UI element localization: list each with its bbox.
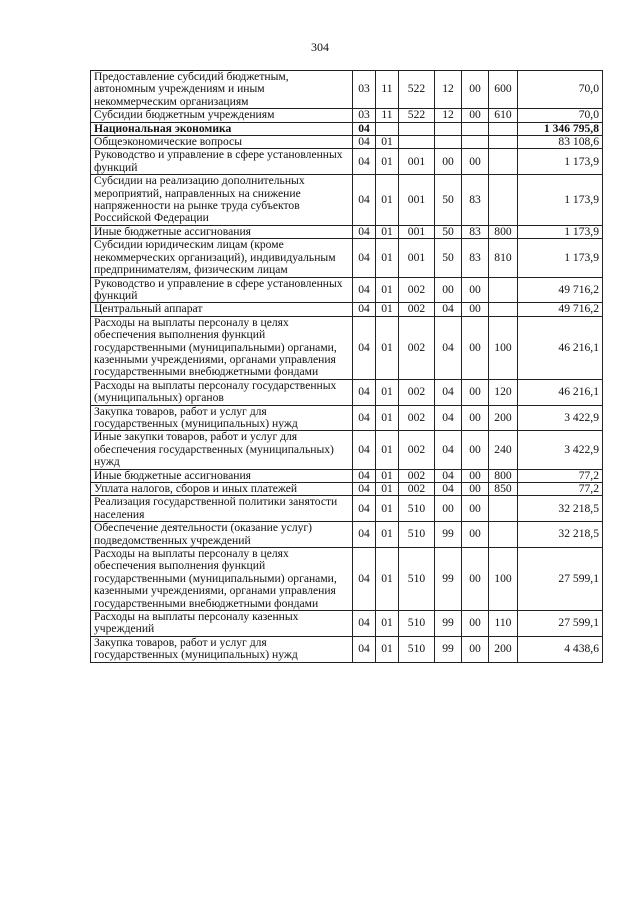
subsection-code: 01 xyxy=(376,149,399,175)
amount: 27 599,1 xyxy=(518,548,603,611)
item-code: 83 xyxy=(462,175,489,226)
table-row xyxy=(91,175,603,226)
section-code: 04 xyxy=(353,496,376,522)
amount: 1 173,9 xyxy=(518,175,603,226)
row-name: Закупка товаров, работ и услуг для государственных (муниципальных) нужд xyxy=(91,636,353,662)
subsection-code: 01 xyxy=(376,379,399,405)
amount: 77,2 xyxy=(518,469,603,482)
subprogram-code: 00 xyxy=(435,496,462,522)
section-code: 04 xyxy=(353,611,376,637)
amount: 49 716,2 xyxy=(518,303,603,316)
expense-type-code: 200 xyxy=(489,405,518,431)
table-row xyxy=(91,136,603,149)
subsection-code: 01 xyxy=(376,548,399,611)
table-row xyxy=(91,405,603,431)
item-code: 83 xyxy=(462,225,489,238)
program-code: 522 xyxy=(399,109,435,122)
item-code: 00 xyxy=(462,469,489,482)
subsection-code: 01 xyxy=(376,277,399,303)
row-name: Иные бюджетные ассигнования xyxy=(91,469,353,482)
item-code xyxy=(462,136,489,149)
subsection-code: 01 xyxy=(376,522,399,548)
subsection-code: 01 xyxy=(376,405,399,431)
amount: 46 216,1 xyxy=(518,316,603,379)
program-code: 510 xyxy=(399,636,435,662)
item-code: 83 xyxy=(462,239,489,277)
program-code: 002 xyxy=(399,379,435,405)
section-code: 04 xyxy=(353,225,376,238)
expense-type-code: 800 xyxy=(489,225,518,238)
program-code: 001 xyxy=(399,239,435,277)
subsection-code: 01 xyxy=(376,316,399,379)
item-code: 00 xyxy=(462,277,489,303)
amount: 32 218,5 xyxy=(518,522,603,548)
program-code: 510 xyxy=(399,522,435,548)
item-code: 00 xyxy=(462,405,489,431)
subsection-code xyxy=(376,122,399,135)
subprogram-code: 50 xyxy=(435,239,462,277)
row-name: Закупка товаров, работ и услуг для государственных (муниципальных) нужд xyxy=(91,405,353,431)
item-code: 00 xyxy=(462,149,489,175)
table-row xyxy=(91,316,603,379)
subprogram-code: 04 xyxy=(435,431,462,469)
program-code xyxy=(399,136,435,149)
amount: 1 346 795,8 xyxy=(518,122,603,135)
amount: 49 716,2 xyxy=(518,277,603,303)
item-code: 00 xyxy=(462,522,489,548)
program-code: 001 xyxy=(399,149,435,175)
expense-type-code: 610 xyxy=(489,109,518,122)
section-code: 04 xyxy=(353,379,376,405)
table-row xyxy=(91,611,603,637)
subprogram-code: 04 xyxy=(435,316,462,379)
program-code: 002 xyxy=(399,405,435,431)
subprogram-code: 50 xyxy=(435,225,462,238)
subprogram-code: 04 xyxy=(435,405,462,431)
program-code: 002 xyxy=(399,469,435,482)
row-name: Руководство и управление в сфере установленных функций xyxy=(91,149,353,175)
amount: 27 599,1 xyxy=(518,611,603,637)
table-row xyxy=(91,122,603,135)
expense-type-code: 850 xyxy=(489,483,518,496)
table-row xyxy=(91,522,603,548)
expense-type-code: 810 xyxy=(489,239,518,277)
table-row xyxy=(91,109,603,122)
item-code: 00 xyxy=(462,548,489,611)
expense-type-code xyxy=(489,522,518,548)
program-code: 002 xyxy=(399,303,435,316)
table-row xyxy=(91,225,603,238)
amount: 32 218,5 xyxy=(518,496,603,522)
expense-type-code xyxy=(489,303,518,316)
row-name: Субсидии на реализацию дополнительных мероприятий, направленных на снижение напряженности на рынке труда субъектов Российской Федерации xyxy=(91,175,353,226)
program-code: 002 xyxy=(399,431,435,469)
amount: 77,2 xyxy=(518,483,603,496)
section-code: 04 xyxy=(353,303,376,316)
row-name: Расходы на выплаты персоналу казенных учреждений xyxy=(91,611,353,637)
expense-type-code xyxy=(489,277,518,303)
expense-type-code: 100 xyxy=(489,316,518,379)
expense-type-code xyxy=(489,149,518,175)
row-name: Реализация государственной политики занятости населения xyxy=(91,496,353,522)
subsection-code: 01 xyxy=(376,175,399,226)
row-name: Иные бюджетные ассигнования xyxy=(91,225,353,238)
section-code: 04 xyxy=(353,316,376,379)
row-name: Предоставление субсидий бюджетным, автономным учреждениям и иным некоммерческим организациям xyxy=(91,71,353,109)
amount: 1 173,9 xyxy=(518,149,603,175)
subprogram-code: 00 xyxy=(435,277,462,303)
table-row xyxy=(91,431,603,469)
subprogram-code: 04 xyxy=(435,469,462,482)
expense-type-code: 600 xyxy=(489,71,518,109)
amount: 3 422,9 xyxy=(518,431,603,469)
subsection-code: 01 xyxy=(376,431,399,469)
section-code: 04 xyxy=(353,431,376,469)
subprogram-code: 99 xyxy=(435,548,462,611)
table-row xyxy=(91,548,603,611)
subsection-code: 11 xyxy=(376,109,399,122)
row-name: Расходы на выплаты персоналу в целях обеспечения выполнения функций государственными (муниципальными) органами, казенными учреждениями, органами управления государственными внебюджетными фондами xyxy=(91,548,353,611)
section-code: 04 xyxy=(353,405,376,431)
item-code: 00 xyxy=(462,303,489,316)
subprogram-code: 04 xyxy=(435,483,462,496)
program-code: 510 xyxy=(399,548,435,611)
section-code: 04 xyxy=(353,469,376,482)
section-code: 04 xyxy=(353,277,376,303)
expense-type-code xyxy=(489,136,518,149)
item-code: 00 xyxy=(462,496,489,522)
section-code: 04 xyxy=(353,636,376,662)
subprogram-code: 12 xyxy=(435,71,462,109)
section-code: 04 xyxy=(353,239,376,277)
section-code: 04 xyxy=(353,149,376,175)
section-code: 04 xyxy=(353,548,376,611)
row-name: Общеэкономические вопросы xyxy=(91,136,353,149)
amount: 70,0 xyxy=(518,109,603,122)
expense-type-code: 200 xyxy=(489,636,518,662)
table-row xyxy=(91,149,603,175)
row-name: Иные закупки товаров, работ и услуг для обеспечения государственных (муниципальных) нужд xyxy=(91,431,353,469)
subprogram-code: 50 xyxy=(435,175,462,226)
row-name: Уплата налогов, сборов и иных платежей xyxy=(91,483,353,496)
row-name: Центральный аппарат xyxy=(91,303,353,316)
subsection-code: 01 xyxy=(376,483,399,496)
item-code: 00 xyxy=(462,379,489,405)
section-code: 03 xyxy=(353,71,376,109)
subprogram-code xyxy=(435,122,462,135)
table-row xyxy=(91,71,603,109)
row-name: Расходы на выплаты персоналу государственных (муниципальных) органов xyxy=(91,379,353,405)
row-name: Обеспечение деятельности (оказание услуг) подведомственных учреждений xyxy=(91,522,353,548)
row-name: Субсидии юридическим лицам (кроме некоммерческих организаций), индивидуальным предпринимателям, физическим лицам xyxy=(91,239,353,277)
program-code: 510 xyxy=(399,611,435,637)
item-code: 00 xyxy=(462,431,489,469)
program-code: 001 xyxy=(399,175,435,226)
amount: 1 173,9 xyxy=(518,239,603,277)
program-code: 002 xyxy=(399,277,435,303)
subsection-code: 01 xyxy=(376,469,399,482)
item-code: 00 xyxy=(462,483,489,496)
subprogram-code: 12 xyxy=(435,109,462,122)
subprogram-code xyxy=(435,136,462,149)
subsection-code: 01 xyxy=(376,611,399,637)
item-code xyxy=(462,122,489,135)
section-code: 04 xyxy=(353,175,376,226)
section-code: 04 xyxy=(353,483,376,496)
amount: 46 216,1 xyxy=(518,379,603,405)
item-code: 00 xyxy=(462,316,489,379)
table-row xyxy=(91,303,603,316)
program-code xyxy=(399,122,435,135)
section-code: 04 xyxy=(353,522,376,548)
expense-type-code: 240 xyxy=(489,431,518,469)
subsection-code: 01 xyxy=(376,136,399,149)
row-name: Национальная экономика xyxy=(91,122,353,135)
row-name: Субсидии бюджетным учреждениям xyxy=(91,109,353,122)
amount: 4 438,6 xyxy=(518,636,603,662)
subsection-code: 01 xyxy=(376,303,399,316)
subprogram-code: 00 xyxy=(435,149,462,175)
amount: 83 108,6 xyxy=(518,136,603,149)
table-row xyxy=(91,496,603,522)
table-row xyxy=(91,239,603,277)
section-code: 03 xyxy=(353,109,376,122)
subprogram-code: 04 xyxy=(435,303,462,316)
row-name: Руководство и управление в сфере установленных функций xyxy=(91,277,353,303)
program-code: 002 xyxy=(399,483,435,496)
expense-type-code xyxy=(489,175,518,226)
item-code: 00 xyxy=(462,71,489,109)
table-row xyxy=(91,277,603,303)
subprogram-code: 99 xyxy=(435,636,462,662)
expense-type-code xyxy=(489,496,518,522)
item-code: 00 xyxy=(462,636,489,662)
expense-type-code xyxy=(489,122,518,135)
subsection-code: 01 xyxy=(376,636,399,662)
table-row xyxy=(91,483,603,496)
item-code: 00 xyxy=(462,109,489,122)
subprogram-code: 99 xyxy=(435,522,462,548)
table-row xyxy=(91,636,603,662)
item-code: 00 xyxy=(462,611,489,637)
expense-type-code: 800 xyxy=(489,469,518,482)
table-row xyxy=(91,379,603,405)
subsection-code: 01 xyxy=(376,225,399,238)
subprogram-code: 99 xyxy=(435,611,462,637)
subsection-code: 11 xyxy=(376,71,399,109)
subsection-code: 01 xyxy=(376,239,399,277)
amount: 1 173,9 xyxy=(518,225,603,238)
expense-type-code: 120 xyxy=(489,379,518,405)
program-code: 510 xyxy=(399,496,435,522)
amount: 3 422,9 xyxy=(518,405,603,431)
section-code: 04 xyxy=(353,136,376,149)
expense-type-code: 110 xyxy=(489,611,518,637)
subprogram-code: 04 xyxy=(435,379,462,405)
program-code: 002 xyxy=(399,316,435,379)
program-code: 522 xyxy=(399,71,435,109)
subsection-code: 01 xyxy=(376,496,399,522)
program-code: 001 xyxy=(399,225,435,238)
expense-type-code: 100 xyxy=(489,548,518,611)
row-name: Расходы на выплаты персоналу в целях обеспечения выполнения функций государственными (муниципальными) органами, казенными учреждениями, органами управления государственными внебюджетными фондами xyxy=(91,316,353,379)
amount: 70,0 xyxy=(518,71,603,109)
section-code: 04 xyxy=(353,122,376,135)
table-row xyxy=(91,469,603,482)
budget-table xyxy=(90,70,603,663)
page-number: 304 xyxy=(311,40,329,54)
